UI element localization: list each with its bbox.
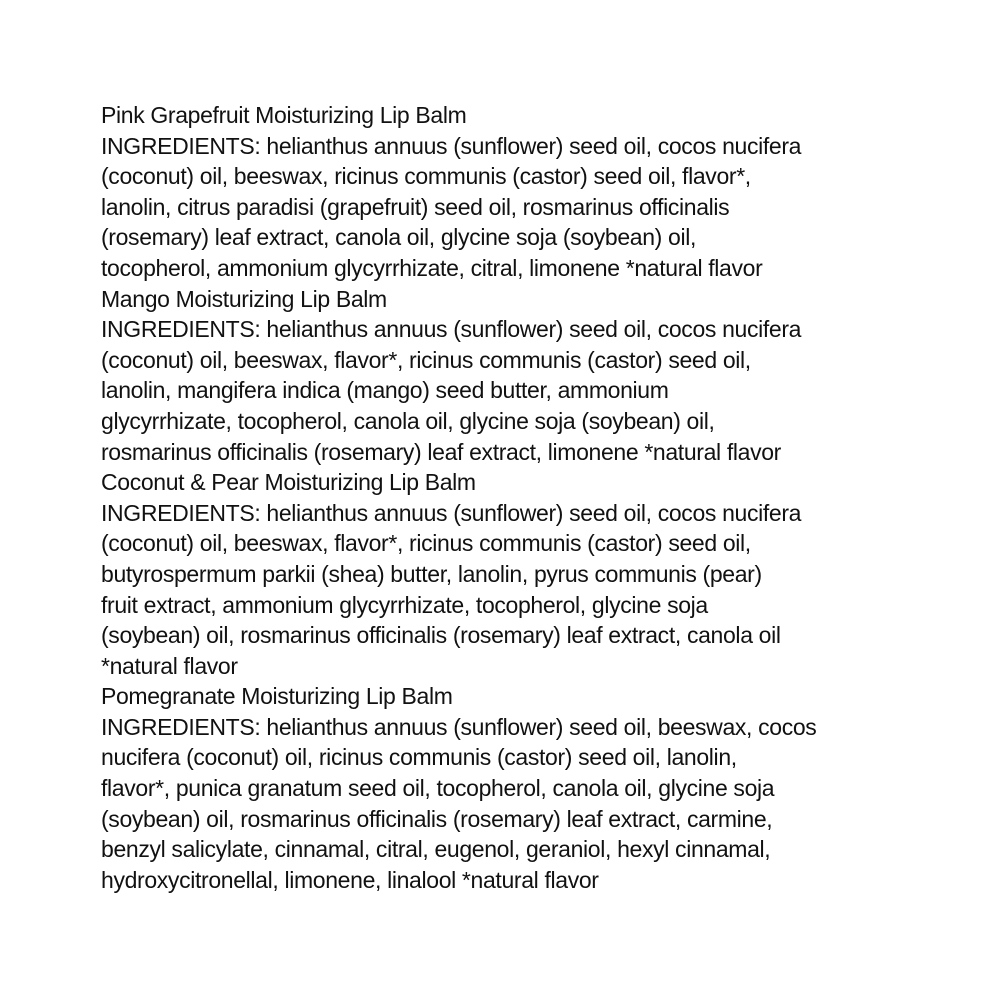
product-section-mango — [101, 284, 911, 468]
ingredients-line: (soybean) oil, rosmarinus officinalis (rosemary) leaf extract, carmine, — [101, 805, 773, 832]
ingredients-line: (coconut) oil, beeswax, flavor*, ricinus communis (castor) seed oil, — [101, 346, 751, 373]
ingredients-line: (coconut) oil, beeswax, ricinus communis (castor) seed oil, flavor*, — [101, 163, 751, 190]
ingredients-line: INGREDIENTS: helianthus annuus (sunflower) seed oil, cocos nucifera — [101, 499, 802, 526]
product-section-pink-grapefruit — [101, 100, 911, 284]
product-section-pomegranate — [101, 681, 911, 895]
ingredients-line: hydroxycitronellal, limonene, linalool *natural flavor — [101, 866, 599, 893]
ingredients-line: lanolin, citrus paradisi (grapefruit) seed oil, rosmarinus officinalis — [101, 193, 730, 220]
product-title: Pomegranate Moisturizing Lip Balm — [101, 683, 453, 710]
product-title: Mango Moisturizing Lip Balm — [101, 285, 387, 312]
ingredients-line: *natural flavor — [101, 652, 238, 679]
product-title: Pink Grapefruit Moisturizing Lip Balm — [101, 102, 467, 128]
ingredients-line: INGREDIENTS: helianthus annuus (sunflower) seed oil, cocos nucifera — [101, 132, 802, 159]
ingredients-line: butyrospermum parkii (shea) butter, lanolin, pyrus communis (pear) — [101, 560, 762, 587]
product-title: Coconut & Pear Moisturizing Lip Balm — [101, 469, 476, 496]
ingredients-line: (coconut) oil, beeswax, flavor*, ricinus communis (castor) seed oil, — [101, 530, 751, 557]
ingredients-line: (rosemary) leaf extract, canola oil, glycine soja (soybean) oil, — [101, 224, 697, 251]
ingredients-line: fruit extract, ammonium glycyrrhizate, tocopherol, glycine soja — [101, 591, 708, 618]
ingredients-line: lanolin, mangifera indica (mango) seed butter, ammonium — [101, 377, 669, 404]
ingredients-line: flavor*, punica granatum seed oil, tocopherol, canola oil, glycine soja — [101, 775, 775, 802]
ingredients-line: tocopherol, ammonium glycyrrhizate, citral, limonene *natural flavor — [101, 254, 763, 281]
ingredients-line: glycyrrhizate, tocopherol, canola oil, glycine soja (soybean) oil, — [101, 407, 715, 434]
ingredients-line: benzyl salicylate, cinnamal, citral, eugenol, geraniol, hexyl cinnamal, — [101, 836, 771, 863]
ingredients-line: INGREDIENTS: helianthus annuus (sunflower) seed oil, beeswax, cocos — [101, 713, 817, 740]
ingredients-line: (soybean) oil, rosmarinus officinalis (rosemary) leaf extract, canola oil — [101, 622, 781, 649]
ingredients-document — [101, 100, 911, 895]
ingredients-line: rosmarinus officinalis (rosemary) leaf extract, limonene *natural flavor — [101, 438, 781, 465]
ingredients-line: nucifera (coconut) oil, ricinus communis (castor) seed oil, lanolin, — [101, 744, 737, 771]
ingredients-line: INGREDIENTS: helianthus annuus (sunflower) seed oil, cocos nucifera — [101, 316, 802, 343]
product-section-coconut-pear — [101, 467, 911, 681]
